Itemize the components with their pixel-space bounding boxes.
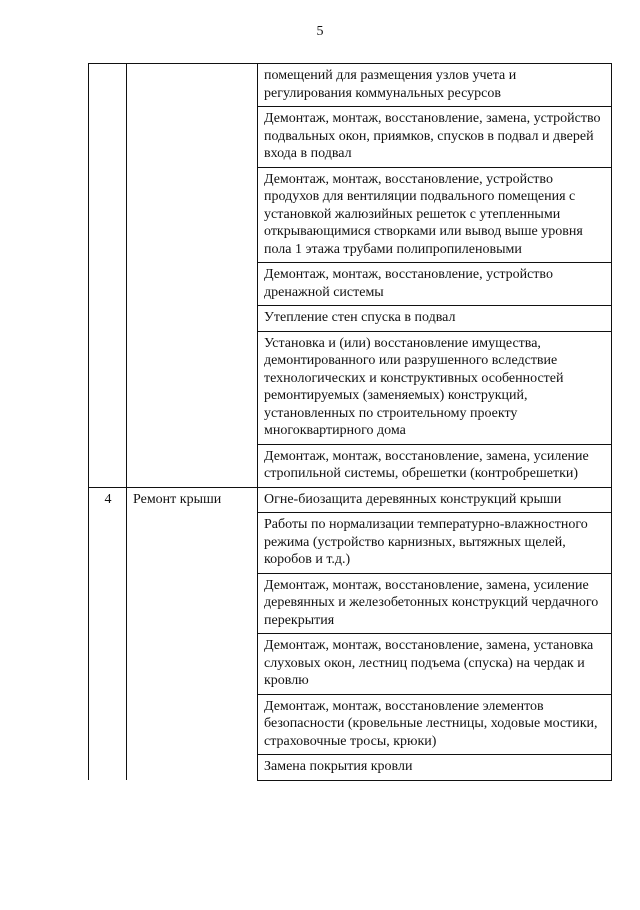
works-table: [88, 63, 612, 781]
section-name: Ремонт крыши: [133, 491, 222, 507]
work-item: Работы по нормализации температурно-влажностного режима (устройство карнизных, вытяжных щелей, коробов и т.д.): [258, 513, 612, 574]
row-number-cell: [89, 487, 127, 780]
work-item: помещений для размещения узлов учета и регулирования коммунальных ресурсов: [258, 64, 612, 107]
work-item: Установка и (или) восстановление имущества, демонтированного или разрушенного вследствие технологических и конструктивных особенностей ремонтируемых (заменяемых) конструкций, установленных по строительному проекту многоквартирного дома: [258, 331, 612, 444]
section-name-cell: [127, 487, 258, 780]
page-number: 5: [316, 24, 324, 39]
table-row: [89, 64, 612, 107]
work-item: Демонтаж, монтаж, восстановление элементов безопасности (кровельные лестницы, ходовые мостики, страховочные тросы, крюки): [258, 694, 612, 755]
work-item: Демонтаж, монтаж, восстановление, устройство дренажной системы: [258, 263, 612, 306]
work-item: Замена покрытия кровли: [258, 755, 612, 781]
section-number: 4: [104, 491, 112, 507]
work-item: Демонтаж, монтаж, восстановление, замена, устройство подвальных окон, приямков, спусков в подвал и дверей входа в подвал: [258, 107, 612, 168]
work-item: Демонтаж, монтаж, восстановление, замена, усиление деревянных и железобетонных конструкций чердачного перекрытия: [258, 573, 612, 634]
work-item: Утепление стен спуска в подвал: [258, 306, 612, 332]
row-number-cell: [89, 64, 127, 488]
work-item: Демонтаж, монтаж, восстановление, замена, усиление стропильной системы, обрешетки (контробрешетки): [258, 444, 612, 487]
work-item: Огне-биозащита деревянных конструкций крыши: [258, 487, 612, 513]
work-item: Демонтаж, монтаж, восстановление, устройство продухов для вентиляции подвального помещения с установкой жалюзийных решеток с утепленными открывающимися створками или вывод выше уровня пола 1 этажа трубами полипропиленовыми: [258, 167, 612, 263]
section-name-cell: [127, 64, 258, 488]
work-item: Демонтаж, монтаж, восстановление, замена, установка слуховых окон, лестниц подъема (спуска) на чердак и кровлю: [258, 634, 612, 695]
table-row: [89, 487, 612, 513]
